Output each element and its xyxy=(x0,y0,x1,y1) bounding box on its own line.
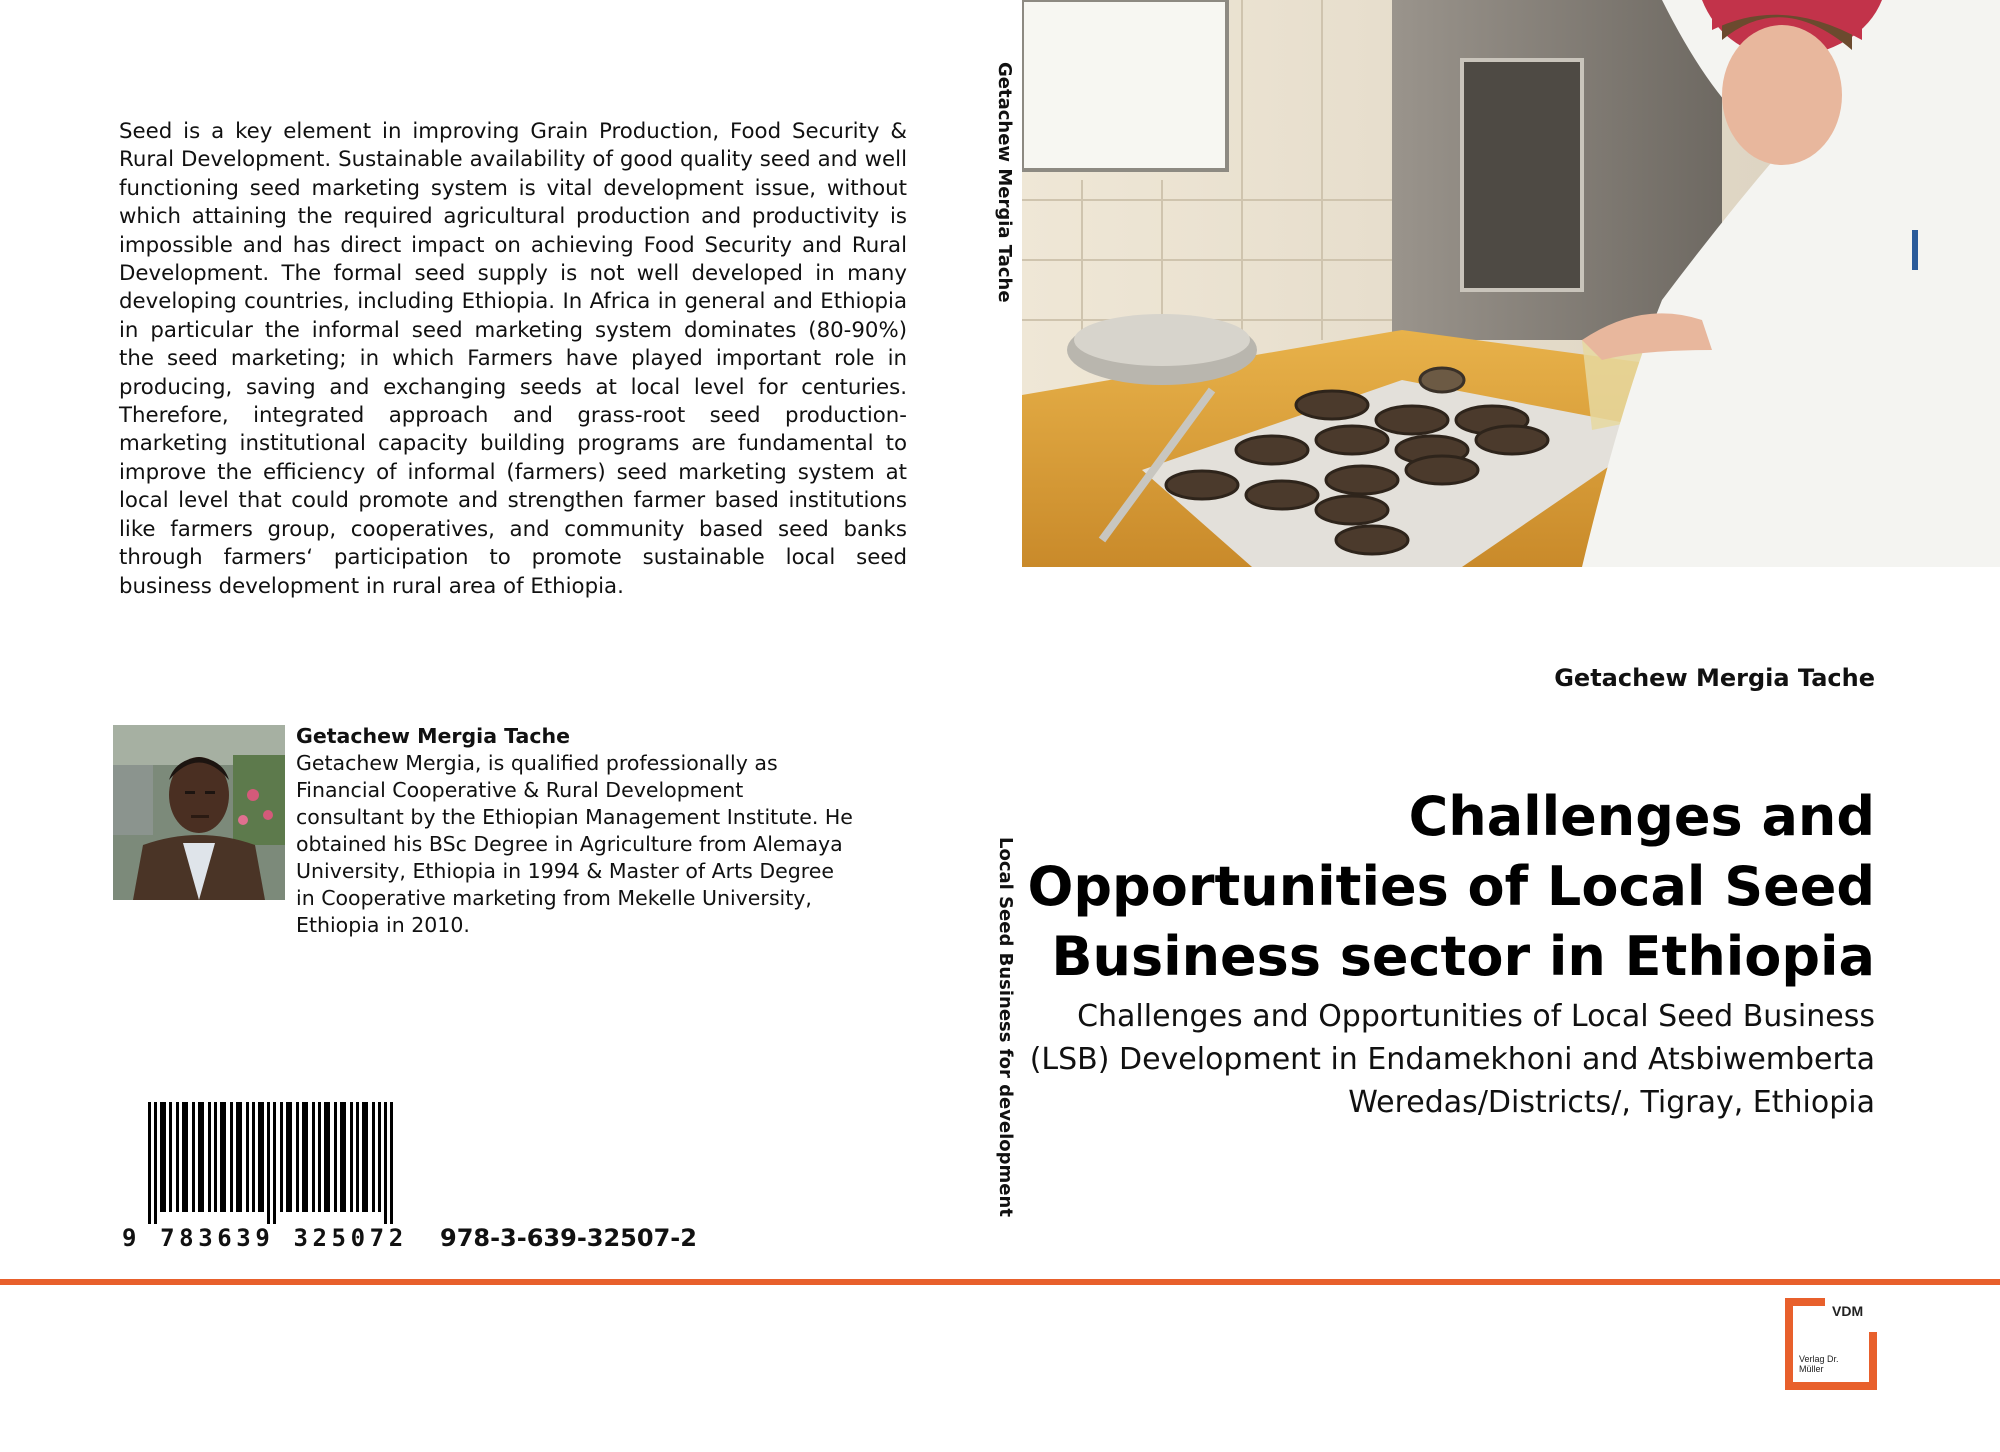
spine-title: Local Seed Business for development xyxy=(995,837,1016,1217)
author-bio-name: Getachew Mergia Tache xyxy=(296,724,570,748)
publisher-logo-text: VDM xyxy=(1832,1303,1864,1319)
book-title: Challenges and Opportunities of Local Seed Business sector in Ethiopia xyxy=(1027,785,1875,988)
publisher-verlag-text: Verlag Dr. Müller xyxy=(1799,1354,1839,1374)
front-author: Getachew Mergia Tache xyxy=(1554,664,1875,692)
cover-photo xyxy=(1022,0,2000,567)
back-cover-blurb: Seed is a key element in improving Grain Production, Food Security & Rural Development. Sustainable availability of good quality seed and well functioning seed marketing system is vital development issue, without which attaining the required agricultural production and productivity is impossible and has direct impact on achieving Food Security and Rural Development. The formal seed supply is not well developed in many developing countries, including Ethiopia. In Africa in general and Ethiopia in particular the informal seed marketing system dominates (80-90%) the seed marketing; in which Farmers have played important role in producing, saving and exchanging seeds at local level for centuries. Therefore, integrated approach and grass-root seed production-marketing institutional capacity building programs are fundamental to improve the efficiency of informal (farmers) seed marketing system at local level that could promote and strengthen farmer based institutions like farmers group, cooperatives, and community based seed banks through farmers‘ participation to promote sustainable local seed business development in rural area of Ethiopia. xyxy=(119,119,907,599)
spine-author: Getachew Mergia Tache xyxy=(994,62,1015,303)
publisher-logo xyxy=(1785,1298,1877,1390)
book-subtitle: Challenges and Opportunities of Local Seed Business (LSB) Development in Endamekhoni and Atsbiwemberta Weredas/Districts/, Tigray, Ethiopia xyxy=(1029,999,1875,1120)
author-photo xyxy=(113,725,285,900)
isbn-number: 978-3-639-32507-2 xyxy=(440,1224,697,1252)
bottom-rule xyxy=(0,1279,2000,1285)
barcode-digits: 9 783639 325072 xyxy=(122,1224,408,1252)
author-bio-text: Getachew Mergia, is qualified professionally as Financial Cooperative & Rural Development consultant by the Ethiopian Management Institute. He obtained his BSc Degree in Agriculture from Alemaya University, Ethiopia in 1994 & Master of Arts Degree in Cooperative marketing from Mekelle University, Ethiopia in 2010. xyxy=(296,751,853,937)
